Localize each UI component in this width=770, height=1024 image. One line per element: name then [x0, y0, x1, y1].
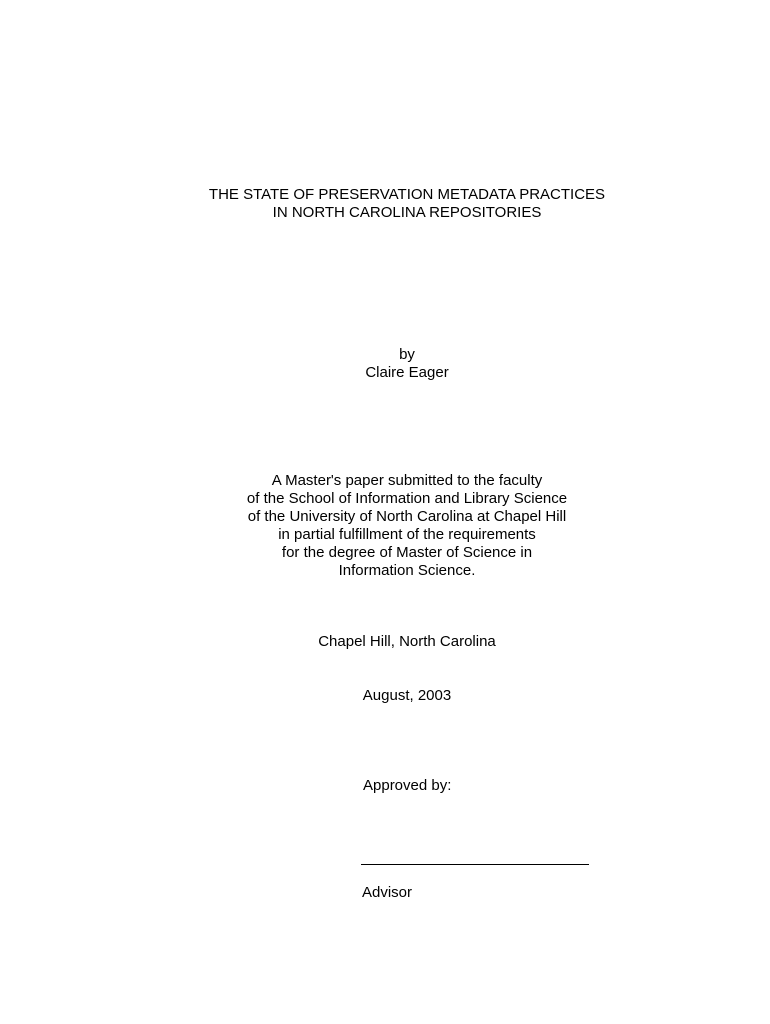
date: August, 2003: [362, 687, 452, 704]
statement-line: in partial fulfillment of the requirements: [278, 526, 536, 543]
statement-line: Information Science.: [338, 562, 476, 579]
submission-statement: [0, 472, 770, 580]
paper-title-line-2: IN NORTH CAROLINA REPOSITORIES: [272, 204, 542, 221]
author-name: Claire Eager: [365, 364, 449, 381]
paper-title-line-1: THE STATE OF PRESERVATION METADATA PRACTICES: [208, 186, 606, 203]
signature-line: [361, 864, 589, 865]
advisor-label: Advisor: [362, 884, 413, 901]
statement-line: for the degree of Master of Science in: [281, 544, 533, 561]
paper-title: [0, 186, 770, 222]
statement-line: A Master's paper submitted to the faculty: [271, 472, 543, 489]
by-label: by: [399, 346, 415, 363]
place: Chapel Hill, North Carolina: [318, 633, 496, 650]
byline: [0, 346, 770, 382]
statement-line: of the University of North Carolina at Chapel Hill: [247, 508, 567, 525]
approved-by-label: Approved by:: [363, 777, 452, 794]
statement-line: of the School of Information and Library Science: [246, 490, 568, 507]
